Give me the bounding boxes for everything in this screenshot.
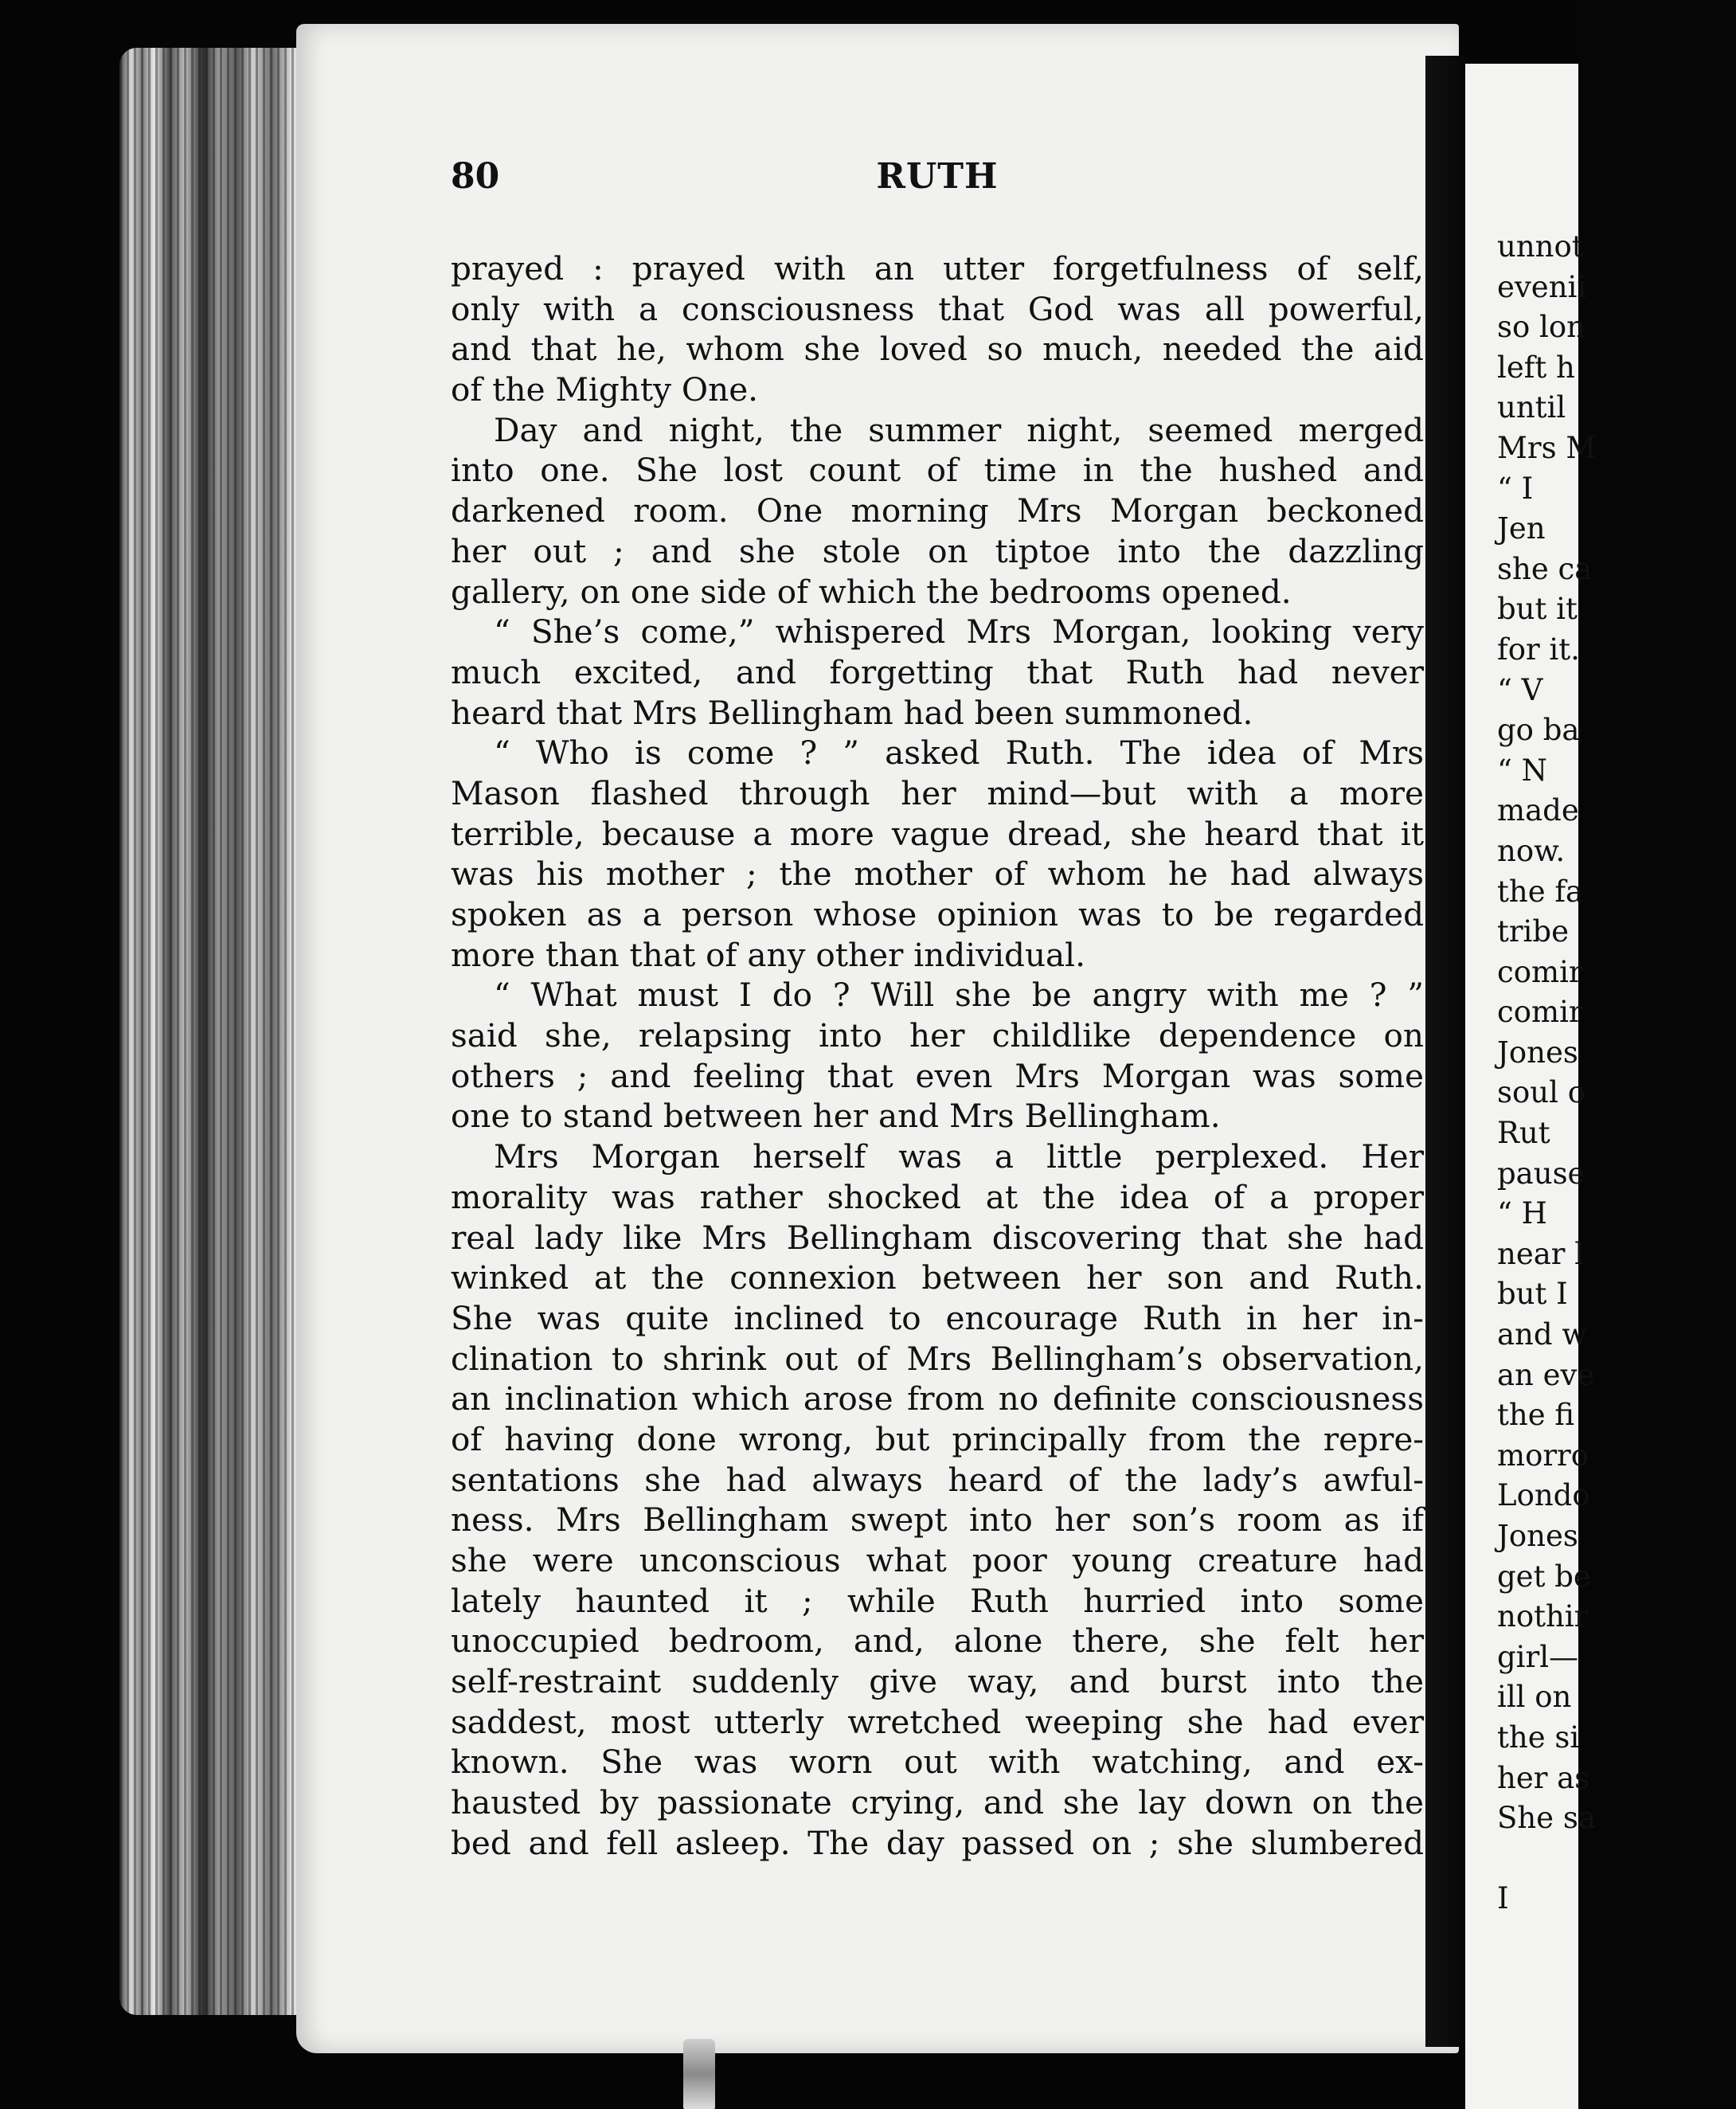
text-line: and that he, whom she loved so much, needed the aid	[451, 330, 1424, 369]
fragment-line: “ V	[1497, 672, 1543, 707]
text-line: saddest, most utterly wretched weeping she had ever	[451, 1702, 1424, 1741]
text-line: spoken as a person whose opinion was to be regarded	[451, 895, 1424, 933]
fragment-line: the si	[1497, 1720, 1580, 1755]
fragment-line: ill on	[1497, 1680, 1572, 1715]
page-number: 80	[451, 156, 500, 197]
text-line: terrible, because a more vague dread, she heard that it	[451, 814, 1424, 853]
bookmark-ribbon	[683, 2039, 715, 2109]
fragment-line: so lon	[1497, 310, 1585, 345]
text-line: one to stand between her and Mrs Bellingham.	[451, 1097, 1221, 1136]
fragment-line: comir	[1497, 954, 1583, 989]
fragment-line: but I	[1497, 1277, 1568, 1312]
text-line: darkened room. One morning Mrs Morgan beckoned	[451, 491, 1424, 530]
fragment-line: pause	[1497, 1156, 1585, 1191]
text-line: more than that of any other individual.	[451, 935, 1086, 974]
fragment-line: morro	[1497, 1438, 1589, 1473]
fragment-line: get be	[1497, 1559, 1591, 1594]
text-line: Mrs Morgan herself was a little perplexed. Her	[494, 1137, 1424, 1176]
fragment-line: but it	[1497, 592, 1578, 627]
text-line: Mason flashed through her mind—but with a more	[451, 773, 1424, 812]
fragment-line: nothir	[1497, 1599, 1589, 1634]
fragment-line: her as	[1497, 1760, 1590, 1795]
fragment-line: Jen	[1497, 511, 1546, 546]
fragment-line: until	[1497, 390, 1566, 425]
text-line: “ She’s come,” whispered Mrs Morgan, looking very	[494, 612, 1424, 651]
text-line: said she, relapsing into her childlike dependence on	[451, 1016, 1424, 1055]
fragment-line: go ba	[1497, 713, 1580, 748]
text-line: only with a consciousness that God was all powerful,	[451, 289, 1424, 328]
text-line: was his mother ; the mother of whom he had always	[451, 855, 1424, 894]
fragment-line: unnot	[1497, 229, 1584, 264]
fragment-line: I	[1497, 1881, 1509, 1916]
fragment-line: left h	[1497, 350, 1575, 385]
running-title: RUTH	[876, 156, 999, 197]
text-line: bed and fell asleep. The day passed on ; she slumbered	[451, 1823, 1424, 1862]
text-line: winked at the connexion between her son and Ruth.	[451, 1258, 1424, 1297]
fragment-line: she ca	[1497, 551, 1593, 586]
fragment-line	[1497, 1839, 1736, 1880]
fragment-line: evenii	[1497, 269, 1587, 304]
text-line: real lady like Mrs Bellingham discovering that she had	[451, 1218, 1424, 1257]
text-line: ness. Mrs Bellingham swept into her son’s room as if	[451, 1501, 1424, 1540]
fragment-line: the fa	[1497, 874, 1584, 909]
fragment-line: now.	[1497, 833, 1566, 868]
page-header	[451, 156, 1424, 204]
right-page-text	[1497, 227, 1736, 1919]
fragment-line: and w	[1497, 1317, 1588, 1352]
text-line: heard that Mrs Bellingham had been summoned.	[451, 693, 1253, 732]
fragment-line: Jones	[1497, 1519, 1578, 1553]
text-line: into one. She lost count of time in the hushed and	[451, 451, 1424, 490]
fragment-line: She sa	[1497, 1801, 1596, 1836]
page-edge-stack	[119, 48, 311, 2015]
fragment-line: the fi	[1497, 1398, 1575, 1433]
text-line: Day and night, the summer night, seemed merged	[494, 410, 1424, 449]
fragment-line: “ H	[1497, 1196, 1547, 1231]
text-line: an inclination which arose from no definite consciousness	[451, 1379, 1424, 1418]
text-line: unoccupied bedroom, and, alone there, she felt her	[451, 1622, 1424, 1661]
fragment-line: soul o	[1497, 1075, 1585, 1110]
text-line: gallery, on one side of which the bedrooms opened.	[451, 572, 1292, 611]
fragment-line: made	[1497, 793, 1579, 828]
text-line: “ What must I do ? Will she be angry with me ? ”	[494, 976, 1424, 1015]
fragment-line: Mrs M	[1497, 430, 1597, 465]
text-line: her out ; and she stole on tiptoe into the dazzling	[451, 531, 1424, 570]
text-line: sentations she had always heard of the lady’s awful-	[451, 1460, 1424, 1499]
fragment-line: Londo	[1497, 1478, 1590, 1513]
text-line: “ Who is come ? ” asked Ruth. The idea of Mrs	[494, 734, 1424, 773]
text-line: hausted by passionate crying, and she lay down on the	[451, 1783, 1424, 1822]
fragment-line: for it.	[1497, 632, 1580, 667]
text-line: lately haunted it ; while Ruth hurried into some	[451, 1581, 1424, 1620]
text-line: morality was rather shocked at the idea of a proper	[451, 1177, 1424, 1216]
text-line: others ; and feeling that even Mrs Morgan was some	[451, 1056, 1424, 1095]
fragment-line: “ I	[1497, 471, 1534, 506]
fragment-line: tribe	[1497, 914, 1569, 949]
fragment-line: “ N	[1497, 753, 1548, 788]
right-page-fragment	[1465, 64, 1597, 2109]
fragment-line: near l	[1497, 1236, 1585, 1271]
text-line: self-restraint suddenly give way, and burst into the	[451, 1662, 1424, 1701]
text-line: of the Mighty One.	[451, 370, 759, 409]
text-line: clination to shrink out of Mrs Bellingham’s observation,	[451, 1339, 1424, 1378]
fragment-line: Rut	[1497, 1116, 1550, 1151]
body-text	[451, 248, 1424, 1864]
fragment-line: an eve	[1497, 1357, 1595, 1392]
fragment-line: comir	[1497, 995, 1583, 1030]
text-line: She was quite inclined to encourage Ruth in her in-	[451, 1298, 1424, 1337]
text-line: of having done wrong, but principally from the repre-	[451, 1419, 1424, 1458]
text-line: much excited, and forgetting that Ruth had never	[451, 652, 1424, 691]
fragment-line: Jones	[1497, 1035, 1578, 1070]
text-line: known. She was worn out with watching, and ex-	[451, 1743, 1424, 1782]
text-line: she were unconscious what poor young creature had	[451, 1541, 1424, 1579]
text-line: prayed : prayed with an utter forgetfulness of self,	[451, 249, 1424, 288]
fragment-line: girl—	[1497, 1639, 1579, 1674]
